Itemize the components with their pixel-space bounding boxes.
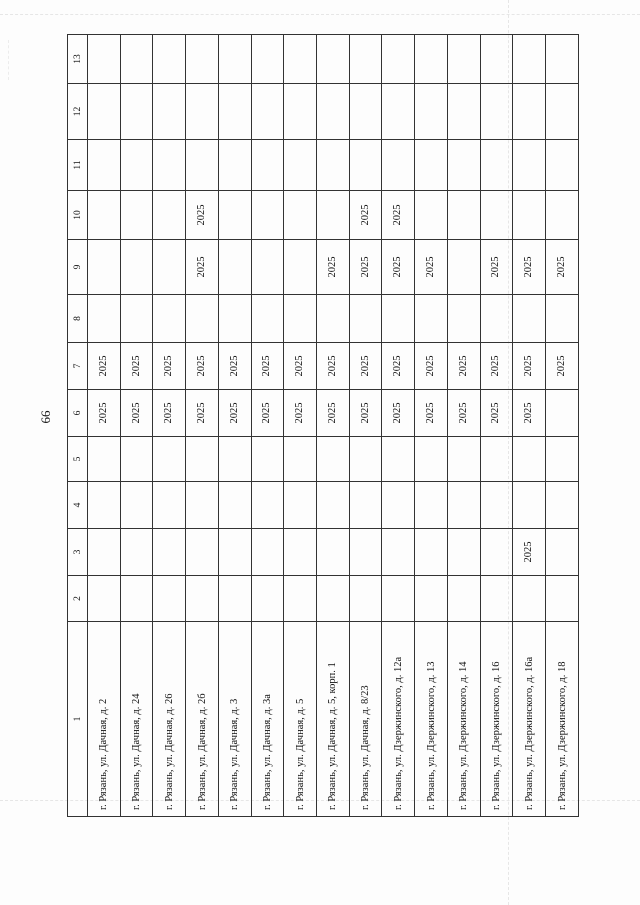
year-cell: [284, 140, 317, 191]
year-cell: [284, 240, 317, 295]
year-cell: [120, 529, 153, 576]
year-cell: 2025: [284, 390, 317, 437]
year-cell: [513, 482, 546, 529]
column-header: 5: [68, 437, 88, 482]
year-cell: [480, 437, 513, 482]
table-row: [317, 35, 350, 817]
year-cell: 2025: [447, 390, 480, 437]
year-cell: [415, 140, 448, 191]
year-cell: [349, 140, 382, 191]
year-cell: [251, 529, 284, 576]
year-cell: [251, 576, 284, 622]
address-cell: г. Рязань, ул. Дачная, д. 24: [120, 622, 153, 817]
year-cell: [284, 437, 317, 482]
year-cell: 2025: [284, 343, 317, 390]
year-cell: [513, 191, 546, 240]
year-cell: 2025: [546, 240, 579, 295]
column-header: 7: [68, 343, 88, 390]
year-cell: 2025: [88, 390, 121, 437]
year-cell: [447, 529, 480, 576]
year-cell: [120, 482, 153, 529]
address-cell: г. Рязань, ул. Дзержинского, д. 16: [480, 622, 513, 817]
table-row: [284, 35, 317, 817]
year-cell: [447, 437, 480, 482]
address-cell: г. Рязань, ул. Дзержинского, д. 13: [415, 622, 448, 817]
year-cell: [218, 35, 251, 84]
table-row: [186, 35, 219, 817]
year-cell: [546, 35, 579, 84]
year-cell: [513, 437, 546, 482]
year-cell: [447, 482, 480, 529]
year-cell: [480, 84, 513, 140]
year-cell: [218, 84, 251, 140]
year-cell: [349, 295, 382, 343]
year-cell: 2025: [382, 240, 415, 295]
year-cell: 2025: [153, 343, 186, 390]
year-cell: [153, 84, 186, 140]
year-cell: [186, 482, 219, 529]
column-header: 13: [68, 35, 88, 84]
year-cell: 2025: [415, 240, 448, 295]
year-cell: [349, 529, 382, 576]
year-cell: 2025: [447, 343, 480, 390]
year-cell: [218, 437, 251, 482]
year-cell: [186, 529, 219, 576]
year-cell: [88, 529, 121, 576]
year-cell: [218, 482, 251, 529]
year-cell: [120, 84, 153, 140]
year-cell: 2025: [382, 390, 415, 437]
year-cell: [546, 529, 579, 576]
table-row: [546, 35, 579, 817]
year-cell: [88, 482, 121, 529]
year-cell: 2025: [218, 390, 251, 437]
year-cell: 2025: [153, 390, 186, 437]
address-cell: г. Рязань, ул. Дачная, д. 3: [218, 622, 251, 817]
year-cell: [415, 295, 448, 343]
year-cell: [447, 84, 480, 140]
year-cell: [546, 140, 579, 191]
year-cell: [120, 295, 153, 343]
year-cell: [447, 140, 480, 191]
year-cell: [120, 35, 153, 84]
year-cell: [88, 240, 121, 295]
year-cell: [88, 576, 121, 622]
column-header: 9: [68, 240, 88, 295]
year-cell: [382, 482, 415, 529]
year-cell: [382, 576, 415, 622]
year-cell: [120, 576, 153, 622]
column-header: 11: [68, 140, 88, 191]
year-cell: 2025: [513, 240, 546, 295]
year-cell: [349, 35, 382, 84]
year-cell: [120, 140, 153, 191]
year-cell: [186, 576, 219, 622]
year-cell: [317, 576, 350, 622]
table-row: [218, 35, 251, 817]
year-cell: [349, 482, 382, 529]
year-cell: [186, 437, 219, 482]
year-cell: 2025: [513, 343, 546, 390]
table-row: [513, 35, 546, 817]
column-header: 12: [68, 84, 88, 140]
year-cell: [153, 437, 186, 482]
year-cell: 2025: [480, 240, 513, 295]
table-container: [67, 35, 579, 817]
year-cell: [480, 295, 513, 343]
scan-fold-line-top: [0, 14, 640, 15]
year-cell: [415, 35, 448, 84]
year-cell: [251, 191, 284, 240]
year-cell: [382, 140, 415, 191]
column-header: 2: [68, 576, 88, 622]
year-cell: [447, 191, 480, 240]
year-cell: [415, 529, 448, 576]
year-cell: 2025: [186, 390, 219, 437]
year-cell: [251, 295, 284, 343]
year-cell: [251, 437, 284, 482]
year-cell: [284, 295, 317, 343]
year-cell: [349, 84, 382, 140]
table-row: [153, 35, 186, 817]
year-cell: [513, 295, 546, 343]
year-cell: [317, 35, 350, 84]
year-cell: [88, 191, 121, 240]
table-row: [382, 35, 415, 817]
page-number: 66: [38, 410, 53, 424]
year-cell: [317, 529, 350, 576]
year-cell: [546, 390, 579, 437]
year-cell: [480, 482, 513, 529]
year-cell: [120, 437, 153, 482]
table-row: [415, 35, 448, 817]
year-cell: [317, 295, 350, 343]
header-row: [68, 35, 88, 817]
year-cell: 2025: [120, 390, 153, 437]
year-cell: [382, 84, 415, 140]
address-cell: г. Рязань, ул. Дачная, д. 5, корп. 1: [317, 622, 350, 817]
year-cell: [186, 84, 219, 140]
year-cell: [382, 295, 415, 343]
data-table: [67, 34, 579, 817]
year-cell: [186, 295, 219, 343]
year-cell: 2025: [317, 240, 350, 295]
year-cell: [88, 295, 121, 343]
year-cell: 2025: [218, 343, 251, 390]
year-cell: [88, 140, 121, 191]
year-cell: [284, 35, 317, 84]
address-cell: г. Рязань, ул. Дачная, д. 26: [153, 622, 186, 817]
year-cell: 2025: [546, 343, 579, 390]
year-cell: [218, 140, 251, 191]
year-cell: [88, 84, 121, 140]
year-cell: [251, 84, 284, 140]
year-cell: [153, 482, 186, 529]
year-cell: 2025: [317, 390, 350, 437]
year-cell: [415, 482, 448, 529]
year-cell: [251, 482, 284, 529]
table-row: [88, 35, 121, 817]
year-cell: [480, 529, 513, 576]
address-cell: г. Рязань, ул. Дзержинского, д. 14: [447, 622, 480, 817]
address-cell: г. Рязань, ул. Дачная, д. 5: [284, 622, 317, 817]
year-cell: [513, 84, 546, 140]
year-cell: 2025: [120, 343, 153, 390]
year-cell: [447, 576, 480, 622]
address-cell: г. Рязань, ул. Дачная, д. 3а: [251, 622, 284, 817]
table-row: [480, 35, 513, 817]
year-cell: 2025: [415, 343, 448, 390]
year-cell: 2025: [186, 191, 219, 240]
year-cell: [120, 240, 153, 295]
year-cell: [317, 84, 350, 140]
year-cell: [88, 437, 121, 482]
year-cell: [317, 437, 350, 482]
year-cell: [382, 437, 415, 482]
year-cell: [546, 576, 579, 622]
year-cell: [218, 240, 251, 295]
year-cell: [153, 191, 186, 240]
column-header: 4: [68, 482, 88, 529]
table-row: [251, 35, 284, 817]
year-cell: 2025: [480, 390, 513, 437]
column-header: 3: [68, 529, 88, 576]
year-cell: 2025: [382, 343, 415, 390]
year-cell: [415, 576, 448, 622]
address-cell: г. Рязань, ул. Дзержинского, д. 16а: [513, 622, 546, 817]
scan-fold-line-left: [8, 40, 9, 80]
year-cell: [88, 35, 121, 84]
year-cell: [284, 191, 317, 240]
year-cell: [546, 191, 579, 240]
address-cell: г. Рязань, ул. Дачная, д. 2: [88, 622, 121, 817]
year-cell: 2025: [349, 390, 382, 437]
year-cell: [251, 35, 284, 84]
year-cell: [513, 35, 546, 84]
year-cell: 2025: [513, 529, 546, 576]
year-cell: 2025: [349, 240, 382, 295]
address-cell: г. Рязань, ул. Дзержинского, д. 12а: [382, 622, 415, 817]
year-cell: [546, 437, 579, 482]
year-cell: [447, 35, 480, 84]
year-cell: [284, 84, 317, 140]
year-cell: [153, 529, 186, 576]
year-cell: 2025: [186, 343, 219, 390]
year-cell: [546, 84, 579, 140]
table-row: [349, 35, 382, 817]
year-cell: [186, 35, 219, 84]
year-cell: [153, 240, 186, 295]
year-cell: [415, 84, 448, 140]
year-cell: [480, 140, 513, 191]
address-cell: г. Рязань, ул. Дачная, д. 2б: [186, 622, 219, 817]
year-cell: [513, 140, 546, 191]
column-header: 10: [68, 191, 88, 240]
year-cell: [251, 140, 284, 191]
year-cell: [349, 437, 382, 482]
year-cell: 2025: [415, 390, 448, 437]
year-cell: 2025: [382, 191, 415, 240]
column-header: 8: [68, 295, 88, 343]
year-cell: [218, 295, 251, 343]
column-header: 1: [68, 622, 88, 817]
year-cell: [317, 140, 350, 191]
year-cell: [317, 482, 350, 529]
year-cell: [480, 35, 513, 84]
year-cell: [546, 482, 579, 529]
year-cell: [153, 35, 186, 84]
column-header: 6: [68, 390, 88, 437]
year-cell: [382, 529, 415, 576]
year-cell: [415, 191, 448, 240]
year-cell: 2025: [251, 390, 284, 437]
year-cell: 2025: [251, 343, 284, 390]
year-cell: [153, 140, 186, 191]
address-cell: г. Рязань, ул. Дачная, д. 8/23: [349, 622, 382, 817]
year-cell: 2025: [186, 240, 219, 295]
year-cell: [546, 295, 579, 343]
year-cell: [382, 35, 415, 84]
year-cell: [415, 437, 448, 482]
table-row: [447, 35, 480, 817]
address-cell: г. Рязань, ул. Дзержинского, д. 18: [546, 622, 579, 817]
year-cell: [218, 191, 251, 240]
year-cell: 2025: [513, 390, 546, 437]
year-cell: [349, 576, 382, 622]
year-cell: [284, 576, 317, 622]
year-cell: [153, 576, 186, 622]
year-cell: [251, 240, 284, 295]
year-cell: [153, 295, 186, 343]
year-cell: [218, 576, 251, 622]
year-cell: [480, 191, 513, 240]
year-cell: [513, 576, 546, 622]
year-cell: [480, 576, 513, 622]
year-cell: [447, 240, 480, 295]
year-cell: 2025: [480, 343, 513, 390]
year-cell: [218, 529, 251, 576]
year-cell: [284, 482, 317, 529]
year-cell: [186, 140, 219, 191]
year-cell: 2025: [88, 343, 121, 390]
table-row: [120, 35, 153, 817]
rotated-table-frame: [67, 35, 579, 817]
year-cell: 2025: [349, 343, 382, 390]
table-body: [88, 35, 579, 817]
year-cell: [120, 191, 153, 240]
year-cell: 2025: [317, 343, 350, 390]
year-cell: [447, 295, 480, 343]
year-cell: [284, 529, 317, 576]
year-cell: 2025: [349, 191, 382, 240]
year-cell: [317, 191, 350, 240]
